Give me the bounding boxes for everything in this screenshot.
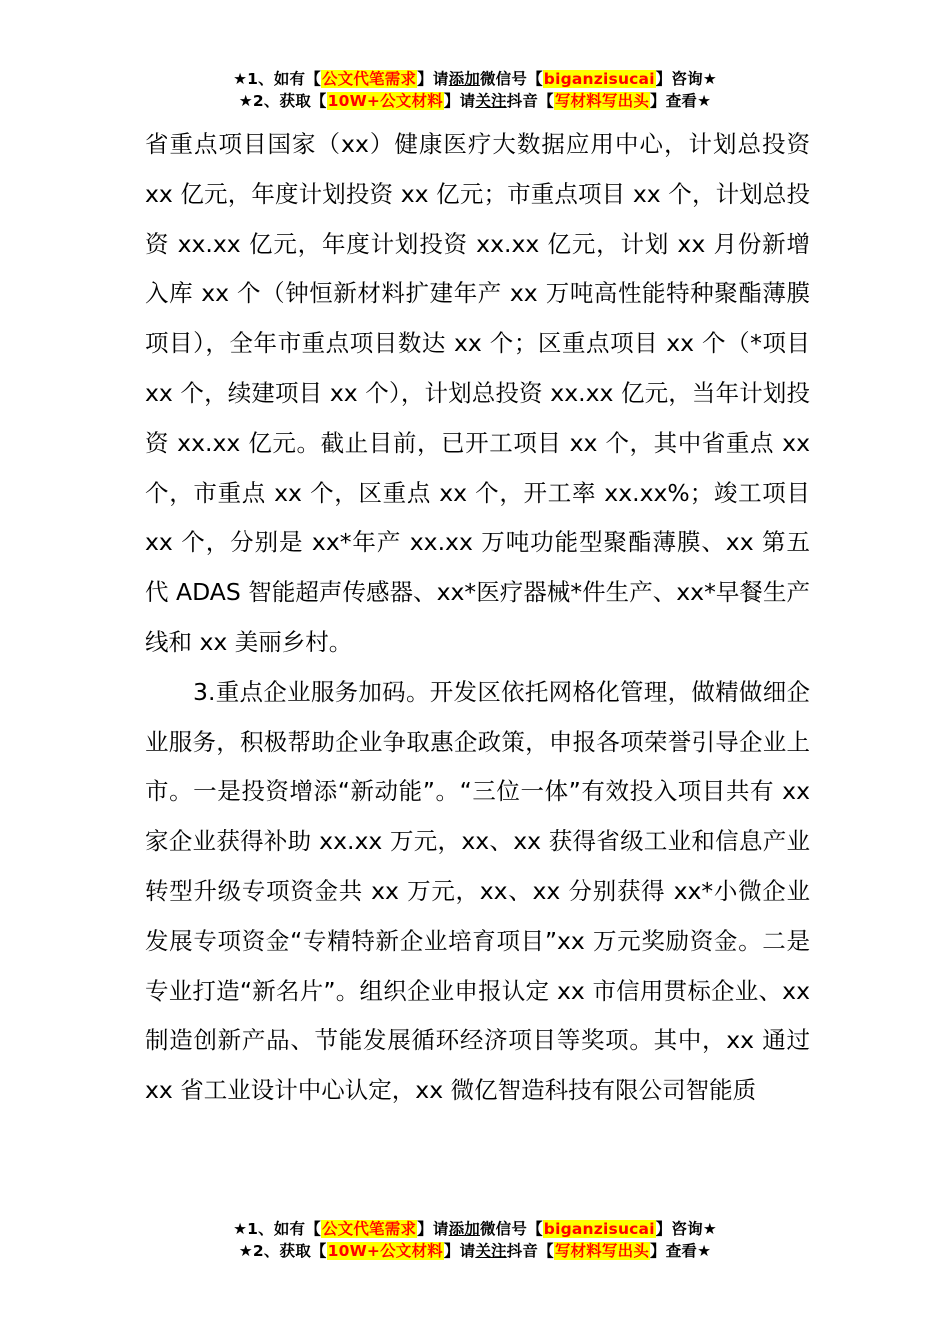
paragraph-enterprise-services: 3.重点企业服务加码。开发区依托网格化管理，做精做细企业服务，积极帮助企业争取惠企政策，申报各项荣誉引导企业上市。一是投资增添“新动能”。“三位一体”有效投入项目共有 xx 家企业获得补助 xx.xx 万元，xx、xx 获得省级工业和信息产业转型升级专项资金共 xx 万元，xx、xx 分别获得 xx*小微企业发展专项资金“专精特新企业培育项目”xx 万元奖励资金。二是专业打造“新名片”。组织企业申报认定 xx 市信用贯标企业、xx 制造创新产品、节能发展循环经济项目等奖项。其中，xx 通过 xx 省工业设计中心认定，xx 微亿智造科技有限公司智能质: [145, 677, 810, 1105]
header-line-1-mid-2: 微信号【: [479, 70, 543, 88]
footer-line-1-prefix: ★1、如有【: [233, 1220, 321, 1238]
header-line-2-prefix: ★2、获取【: [238, 92, 327, 110]
footer-line-2: [0, 1240, 950, 1262]
header-line-1-highlight-wechat: biganzisucai: [543, 70, 655, 88]
footer-line-1-suffix: 】咨询★: [655, 1220, 717, 1238]
footer-banner: [0, 1218, 950, 1262]
footer-line-2-mid-2: 抖音【: [506, 1242, 554, 1260]
header-line-2-highlight-materials: 10W+公文材料: [327, 92, 443, 110]
footer-line-2-prefix: ★2、获取【: [238, 1242, 327, 1260]
footer-line-2-suffix: 】查看★: [650, 1242, 712, 1260]
header-line-2: [0, 90, 950, 112]
header-line-2-mid-2: 抖音【: [506, 92, 554, 110]
header-line-2-highlight-douyin: 写材料写出头: [554, 92, 650, 110]
footer-line-1-mid: 】请: [417, 1220, 449, 1238]
footer-line-2-highlight-douyin: 写材料写出头: [554, 1242, 650, 1260]
header-line-1-suffix: 】咨询★: [655, 70, 717, 88]
footer-line-1: [0, 1218, 950, 1240]
header-line-1-underlined: 添加: [448, 70, 480, 88]
header-line-2-suffix: 】查看★: [650, 92, 712, 110]
footer-line-2-mid: 】请: [443, 1242, 476, 1260]
header-banner: [0, 68, 950, 112]
footer-line-2-underlined: 关注: [475, 1242, 507, 1260]
header-line-2-underlined: 关注: [475, 92, 507, 110]
footer-line-1-underlined: 添加: [448, 1220, 480, 1238]
header-line-1-prefix: ★1、如有【: [233, 70, 321, 88]
footer-line-1-highlight-wechat: biganzisucai: [543, 1220, 655, 1238]
header-line-1-highlight-service: 公文代笔需求: [321, 70, 417, 88]
header-line-2-mid: 】请: [443, 92, 476, 110]
document-body: [145, 120, 810, 1116]
paragraph-project-summary: 省重点项目国家（xx）健康医疗大数据应用中心，计划总投资 xx 亿元，年度计划投资 xx 亿元；市重点项目 xx 个，计划总投资 xx.xx 亿元，年度计划投资 xx.xx 亿元，计划 xx 月份新增入库 xx 个（钟恒新材料扩建年产 xx 万吨高性能特种聚酯薄膜项目），全年市重点项目数达 xx 个；区重点项目 xx 个（*项目 xx 个，续建项目 xx 个），计划总投资 xx.xx 亿元，当年计划投资 xx.xx 亿元。截止目前，已开工项目 xx 个，其中省重点 xx 个，市重点 xx 个，区重点 xx 个，开工率 xx.xx%；竣工项目 xx 个，分别是 xx*年产 xx.xx 万吨功能型聚酯薄膜、xx 第五代 ADAS 智能超声传感器、xx*医疗器械*件生产、xx*早餐生产线和 xx 美丽乡村。: [145, 130, 810, 656]
footer-line-1-highlight-service: 公文代笔需求: [321, 1220, 417, 1238]
footer-line-1-mid-2: 微信号【: [479, 1220, 543, 1238]
footer-line-2-highlight-materials: 10W+公文材料: [327, 1242, 443, 1260]
header-line-1: [0, 68, 950, 90]
header-line-1-mid: 】请: [417, 70, 449, 88]
